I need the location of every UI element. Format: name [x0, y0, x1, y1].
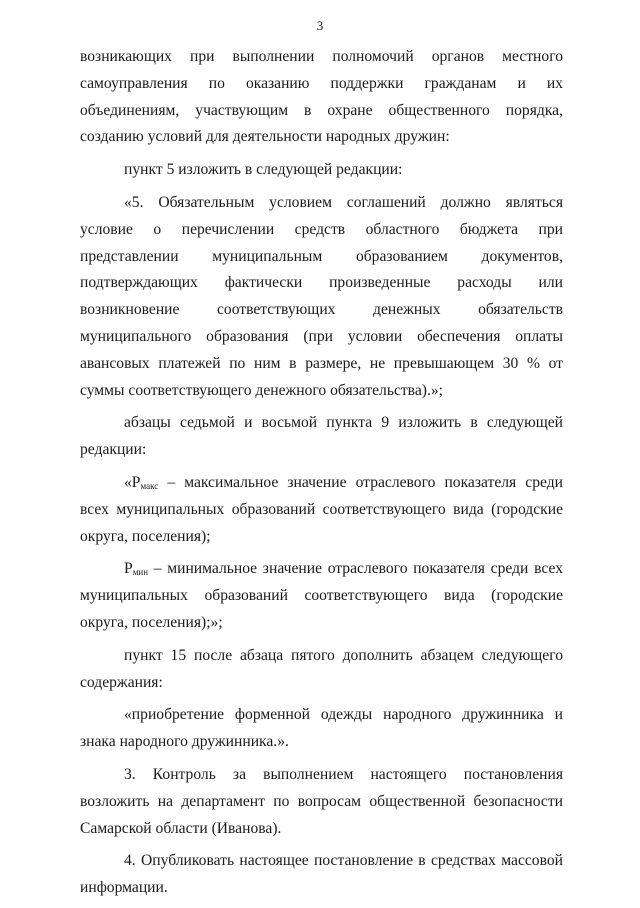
- paragraph-formula-min: [80, 556, 563, 636]
- formula-min-text: – минимальное значение отраслевого показателя среди всех муниципальных образований соответствующего вида (городские округа, поселения);»;: [80, 560, 563, 631]
- paragraph-formula-max: [80, 470, 563, 550]
- paragraph-point-9-intro: абзацы седьмой и восьмой пункта 9 изложить в следующей редакции:: [80, 414, 563, 459]
- formula-max-text: – максимальное значение отраслевого показателя среди всех муниципальных образований соответствующего вида (городские округа, поселения);: [80, 473, 563, 545]
- paragraph-point-5-intro: пункт 5 изложить в следующей редакции:: [124, 161, 403, 179]
- formula-max-symbol: «Р: [124, 473, 141, 491]
- formula-min-symbol: Р: [124, 560, 133, 578]
- formula-max-subscript: макс: [140, 480, 159, 491]
- point-15-quote-text: приобретение форменной одежды народного дружинника и знака народного дружинника.».: [80, 706, 563, 751]
- quote-open-mark: «: [124, 706, 132, 724]
- paragraph-item-3: 3. Контроль за выполнением настоящего постановления возложить на департамент по вопросам общественной безопасности Самарской области (Иванова).: [80, 765, 563, 837]
- paragraph-point-15-quote: [80, 702, 563, 756]
- paragraph-point-15-intro: пункт 15 после абзаца пятого дополнить абзацем следующего содержания:: [80, 646, 563, 691]
- page-number: 3: [316, 18, 324, 33]
- paragraph-continuation: возникающих при выполнении полномочий органов местного самоуправления по оказанию поддержки гражданам и их объединениям, участвующим в охране общественного порядка, созданию условий для деятельности народных дружин:: [80, 48, 563, 146]
- document-body: [80, 44, 563, 908]
- paragraph-item-4: 4. Опубликовать настоящее постановление в средствах массовой информации.: [80, 852, 563, 897]
- formula-min-subscript: мин: [132, 567, 149, 578]
- paragraph-point-5-text: «5. Обязательным условием соглашений должно являться условие о перечислении средств областного бюджета при представлении муниципальным образованием документов, подтверждающих фактически произведенные расходы или возникновение соответствующих денежных обязательств муниципального образования (при условии обеспечения оплаты авансовых платежей по ним в размере, не превышающем 30 % от суммы соответствующего денежного обязательства).»;: [80, 193, 563, 399]
